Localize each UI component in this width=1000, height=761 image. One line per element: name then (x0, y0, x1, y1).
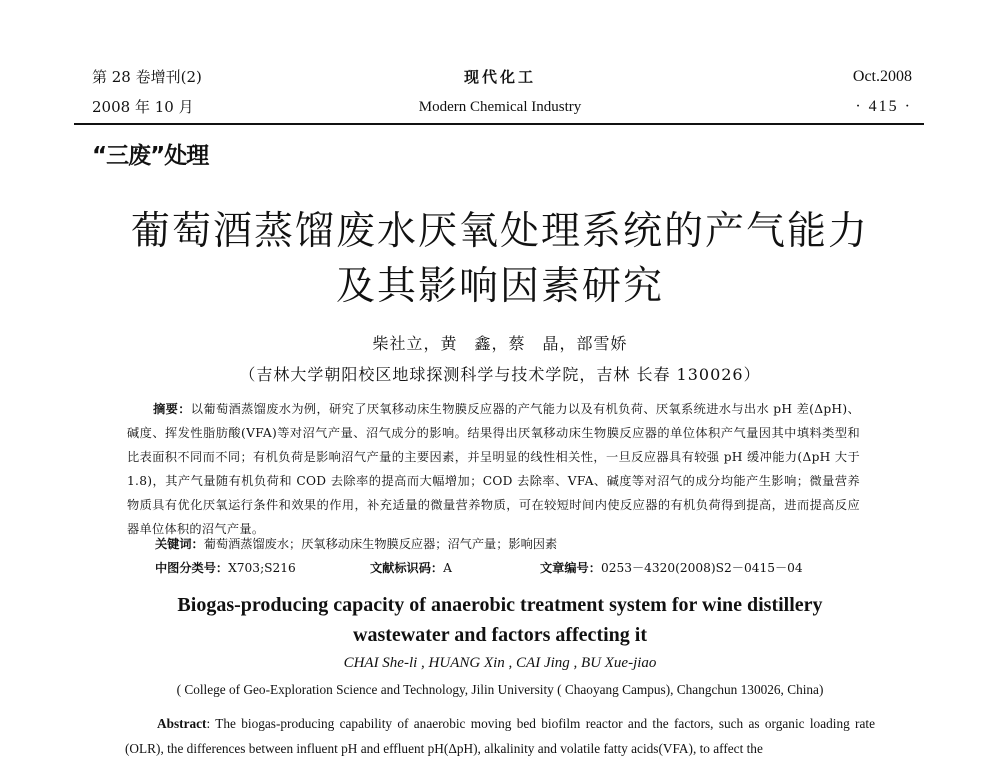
abstract-cn (127, 397, 860, 541)
authors-cn: 柴社立，黄 鑫，蔡 晶，部雪娇 (372, 334, 628, 353)
volume-issue: 第 28 卷增刊(2) (92, 68, 202, 86)
document-code (370, 559, 452, 577)
article-no-value: 0253－4320(2008)S2－0415－04 (600, 561, 803, 575)
authors-en: CHAI She-li , HUANG Xin , CAI Jing , BU Xue-jiao (343, 655, 657, 671)
abstract-cn-label: 摘要： (153, 402, 191, 416)
clc-value: X703;S216 (228, 561, 296, 575)
article-no-label: 文章编号： (540, 561, 601, 575)
clc-label: 中图分类号： (155, 561, 229, 575)
clc-number (155, 559, 296, 577)
affiliation-cn: （吉林大学朝阳校区地球探测科学与技术学院，吉林 长春 130026） (239, 365, 761, 384)
abstract-en-text: : The biogas-producing capability of anaerobic moving bed biofilm reactor and the factors, such as organic loading rate (OLR), the differences between influent pH and effluent pH(ΔpH), alkalinity and volatile fatty acids(VFA), to affect the (125, 716, 875, 756)
publication-date-en: Oct.2008 (852, 68, 912, 85)
page-number: · 415 · (855, 98, 912, 115)
keywords-cn (155, 535, 557, 553)
keywords-cn-text: 葡萄酒蒸馏废水；厌氧移动床生物膜反应器；沼气产量；影响因素 (203, 537, 558, 551)
journal-name-cn: 现代化工 (463, 68, 536, 86)
publication-date-cn: 2008 年 10 月 (92, 98, 194, 116)
abstract-cn-text: 以葡萄酒蒸馏废水为例，研究了厌氧移动床生物膜反应器的产气能力以及有机负荷、厌氧系统进水与出水 pH 差(ΔpH)、碱度、挥发性脂肪酸(VFA)等对沼气产量、沼气成分的影响。结果得出厌氧移动床生物膜反应器的单位体积产气量因其中填料类型和比表面积不同而不同；有机负荷是影响沼气产量的主要因素，并呈明显的线性相关性，一旦反应器具有较强 pH 缓冲能力(ΔpH 大于 1.8)，其产气量随有机负荷和 COD 去除率的提高而大幅增加；COD 去除率、VFA、碱度等对沼气的成分均能产生影响；微量营养物质具有优化厌氧运行条件和效果的作用，补充适量的微量营养物质，可在较短时间内使反应器的有机负荷得到提高，进而提高反应器单位体积的沼气产量。 (127, 402, 860, 536)
title-cn-line-2: 及其影响因素研究 (335, 264, 664, 309)
title-en-line-2: wastewater and factors affecting it (353, 624, 647, 646)
doc-code-value: A (443, 561, 452, 575)
affiliation-en: ( College of Geo-Exploration Science and Technology, Jilin University ( Chaoyang Campus), Changchun 130026, China) (176, 682, 824, 697)
keywords-cn-label: 关键词： (155, 537, 204, 551)
doc-code-label: 文献标识码： (370, 561, 444, 575)
journal-name-en: Modern Chemical Industry (418, 99, 582, 115)
title-en-line-1: Biogas-producing capacity of anaerobic treatment system for wine distillery (177, 594, 823, 616)
section-tag: “三废”处理 (92, 143, 209, 169)
header-rule (74, 123, 924, 125)
article-number (540, 559, 803, 577)
title-cn-line-1: 葡萄酒蒸馏废水厌氧处理系统的产气能力 (130, 209, 869, 254)
abstract-en-label: Abstract (157, 716, 207, 731)
abstract-en (125, 711, 875, 761)
